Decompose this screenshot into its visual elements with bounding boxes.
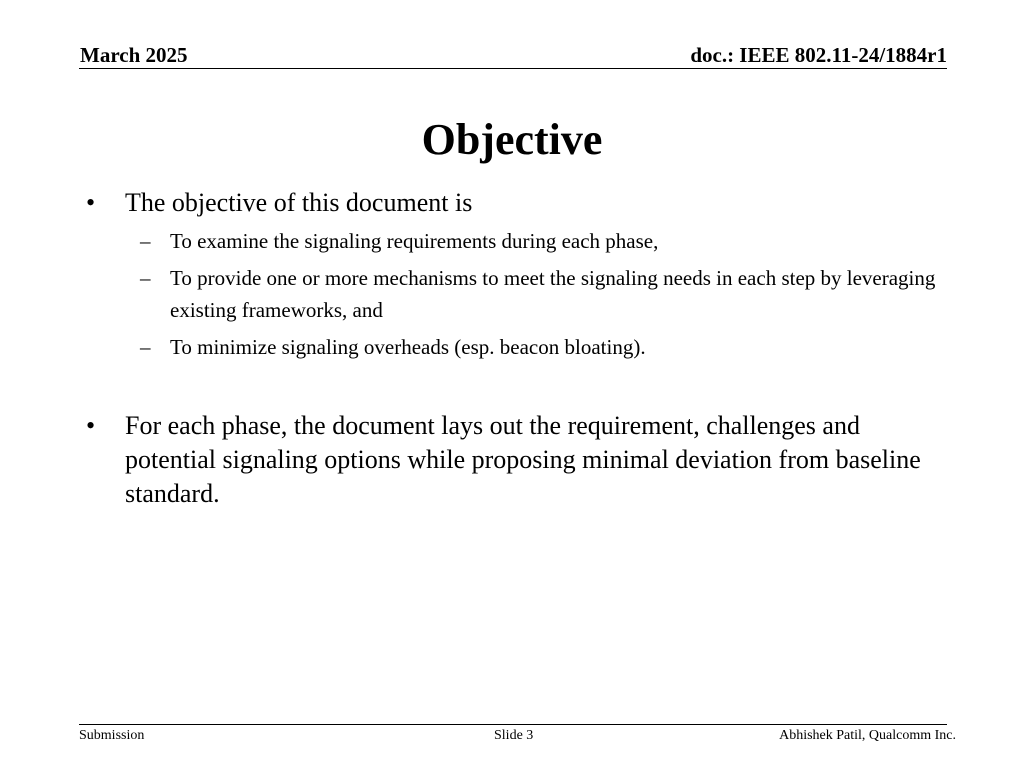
sub-bullet-marker: – <box>140 266 151 290</box>
footer-submission: Submission <box>79 728 145 743</box>
header-doc-id: doc.: IEEE 802.11-24/1884r1 <box>690 43 947 67</box>
footer-slide-number: Slide 3 <box>494 728 534 743</box>
bullet-text: For each phase, the document lays out the requirement, challenges and potential signaling options while proposing minimal deviation from baseline standard. <box>125 411 921 508</box>
bullet-marker: • <box>86 411 96 440</box>
bullet-text: The objective of this document is <box>125 188 473 217</box>
sub-bullet-marker: – <box>140 229 151 253</box>
footer-divider <box>79 724 947 725</box>
sub-bullet-text: To minimize signaling overheads (esp. beacon bloating). <box>170 335 646 359</box>
sub-bullet-text: To provide one or more mechanisms to meet the signaling needs in each step by leveraging existing frameworks, and <box>170 266 936 322</box>
header-date: March 2025 <box>80 43 188 67</box>
bullet-marker: • <box>86 188 96 217</box>
sub-bullet-marker: – <box>140 335 151 359</box>
sub-bullet-text: To examine the signaling requirements during each phase, <box>170 229 659 253</box>
slide-title: Objective <box>421 115 603 164</box>
footer-author: Abhishek Patil, Qualcomm Inc. <box>779 728 956 743</box>
